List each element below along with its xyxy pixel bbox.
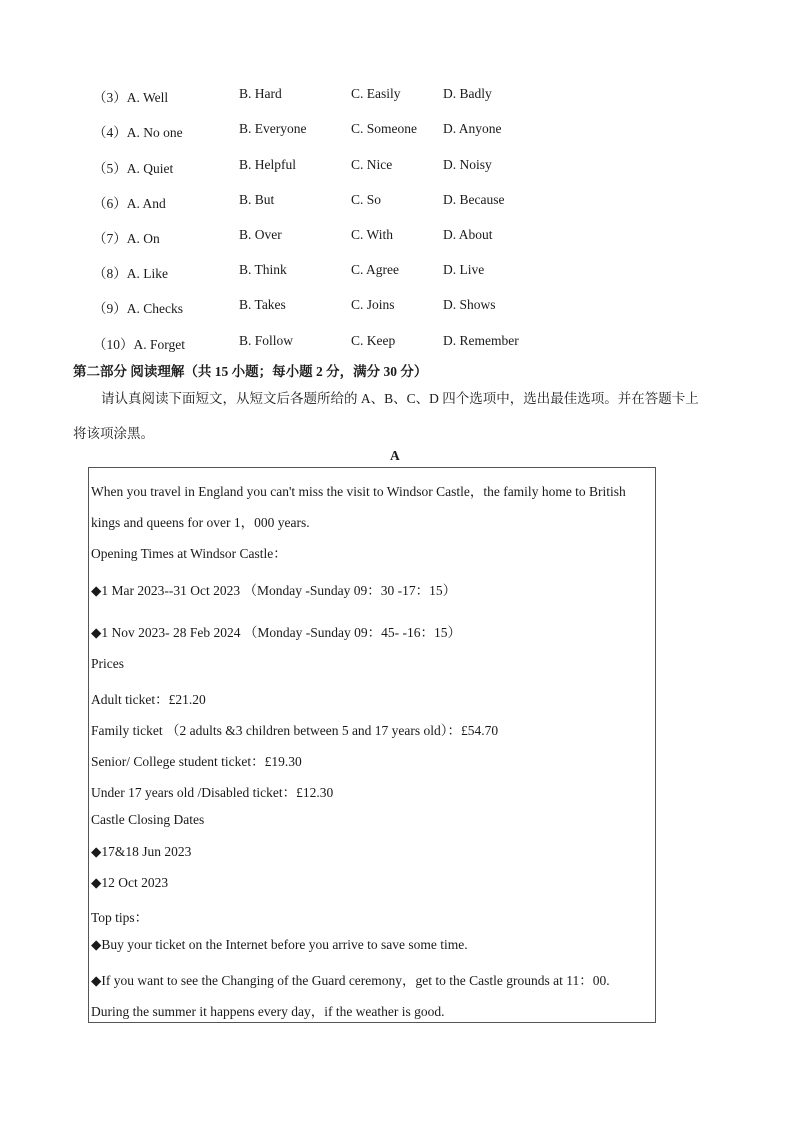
option-d: D. Live [443, 262, 485, 277]
option-d: D. Shows [443, 297, 496, 312]
option-b: B. Helpful [239, 157, 296, 172]
option-c: C. With [351, 227, 393, 242]
option-b: B. Think [239, 262, 287, 277]
opening-times-heading: Opening Times at Windsor Castle： [91, 546, 287, 561]
option-d: D. Noisy [443, 157, 492, 172]
option-c: C. Joins [351, 297, 395, 312]
option-a: （4）A. No one [93, 125, 183, 140]
section-title: 第二部分 阅读理解（共 15 小题；每小题 2 分，满分 30 分） [73, 364, 428, 379]
option-d: D. Remember [443, 333, 519, 348]
option-c: C. So [351, 192, 382, 207]
option-b: B. Follow [239, 333, 294, 348]
option-b: B. But [239, 192, 275, 207]
passage-box [88, 467, 656, 1023]
option-a: （9）A. Checks [93, 301, 183, 316]
intro-line-2: kings and queens for over 1，000 years. [91, 515, 310, 530]
option-c: C. Someone [351, 121, 417, 136]
tip-2-line-1: ◆If you want to see the Changing of the Guard ceremony，get to the Castle grounds at 11：00. [91, 973, 610, 988]
option-d: D. Because [443, 192, 505, 207]
instruction-line-1: 请认真阅读下面短文，从短文后各题所给的 A、B、C、D 四个选项中，选出最佳选项。并在答题卡上 [101, 391, 699, 406]
option-a: （6）A. And [93, 196, 166, 211]
tip-1: ◆Buy your ticket on the Internet before you arrive to save some time. [91, 937, 468, 952]
price-senior: Senior/ College student ticket：£19.30 [91, 754, 302, 769]
price-adult: Adult ticket：£21.20 [91, 692, 206, 707]
option-a: （5）A. Quiet [93, 161, 174, 176]
closing-dates-heading: Castle Closing Dates [91, 812, 205, 827]
option-c: C. Easily [351, 86, 401, 101]
option-a: （10）A. Forget [93, 337, 186, 352]
closing-date-1: ◆17&18 Jun 2023 [91, 844, 192, 859]
price-family: Family ticket （2 adults &3 children between 5 and 17 years old）：£54.70 [91, 723, 499, 738]
closing-date-2: ◆12 Oct 2023 [91, 875, 169, 890]
option-d: D. About [443, 227, 493, 242]
option-d: D. Badly [443, 86, 492, 101]
option-a: （3）A. Well [93, 90, 169, 105]
top-tips-heading: Top tips： [91, 910, 149, 925]
price-under-17: Under 17 years old /Disabled ticket：£12.30 [91, 785, 334, 800]
tip-2-line-2: During the summer it happens every day，if the weather is good. [91, 1004, 445, 1019]
intro-line-1: When you travel in England you can't miss the visit to Windsor Castle，the family home to British [91, 484, 626, 499]
option-b: B. Over [239, 227, 282, 242]
passage-label: A [390, 448, 400, 463]
option-c: C. Agree [351, 262, 399, 277]
option-b: B. Everyone [239, 121, 307, 136]
option-b: B. Takes [239, 297, 286, 312]
option-a: （7）A. On [93, 231, 160, 246]
option-c: C. Keep [351, 333, 396, 348]
option-b: B. Hard [239, 86, 282, 101]
option-c: C. Nice [351, 157, 393, 172]
opening-times-item-2: ◆1 Nov 2023- 28 Feb 2024 （Monday -Sunday 09：45- -16：15） [91, 625, 461, 640]
prices-heading: Prices [91, 656, 124, 671]
option-d: D. Anyone [443, 121, 502, 136]
option-a: （8）A. Like [93, 266, 168, 281]
opening-times-item-1: ◆1 Mar 2023--31 Oct 2023 （Monday -Sunday 09：30 -17：15） [91, 583, 457, 598]
instruction-line-2: 将该项涂黑。 [73, 426, 154, 441]
